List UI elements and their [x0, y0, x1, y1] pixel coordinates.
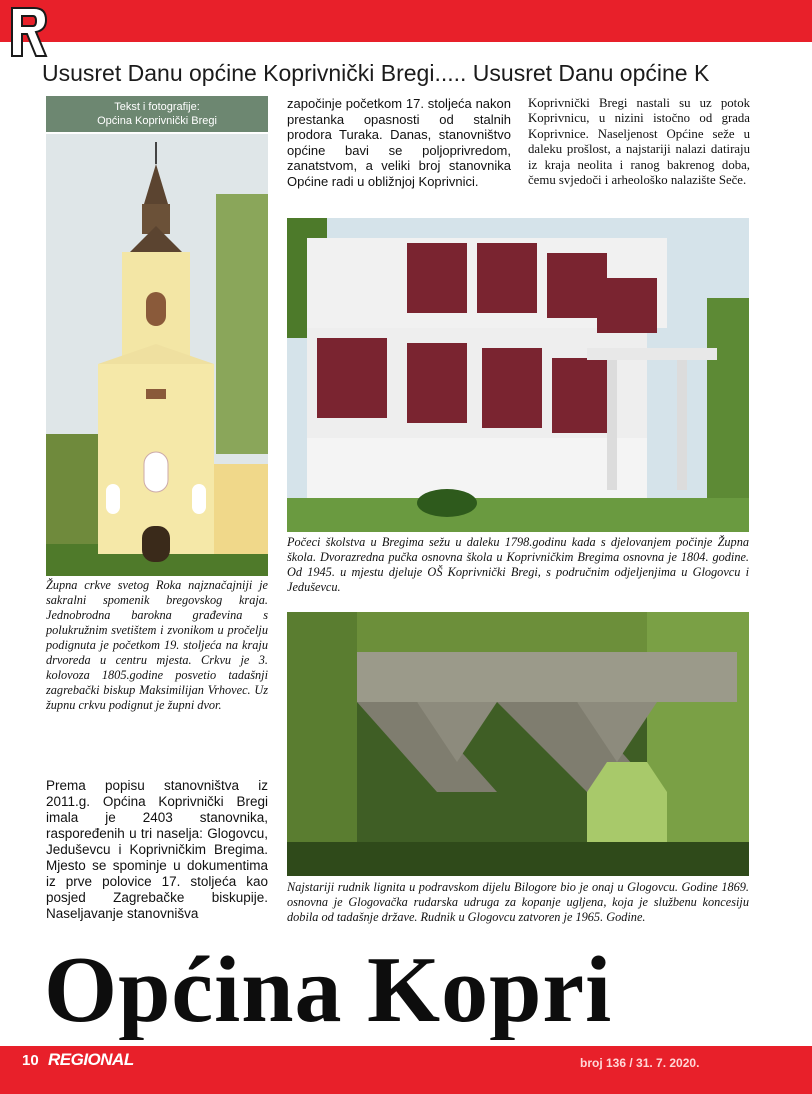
- brand-logo-text: REGIONAL: [48, 1050, 134, 1069]
- big-title: Općina Kopri: [44, 940, 613, 1040]
- credit-line-2: Općina Koprivnički Bregi: [97, 115, 217, 127]
- church-photo: [46, 134, 268, 576]
- page-number: 10: [22, 1052, 39, 1069]
- school-photo: [287, 218, 749, 532]
- photo-credit-box: [46, 96, 268, 132]
- top-red-bar: [0, 0, 812, 42]
- school-caption: Počeci školstva u Bregima sežu u daleku 1798.godinu kada s djelovanjem počinje Župna škola. Dvorazredna pučka osnovna škola u Koprivničkim Bregima osnovna je 1804. godine. Od 1945. u mjestu djeluje OŠ Koprivnički Bregi, s područnim odjeljenjima u Glogovcu i Jeduševcu.: [287, 535, 749, 594]
- regional-r-logo-icon: [8, 4, 48, 60]
- church-caption: Župna crkve svetog Roka najznačajniji je sakralni spomenik bregovskog kraja. Jednobrodna barokna građevina s polukružnim svetištem i zvonikom u pročelju podignuta je početkom 19. stoljeća na kraju drvoreda u centru mjesta. Crkvu je 3. kolovoza 1805.godine posvetio tadašnji zagrebački biskup Maksimilijan Vrhovec. Uz župnu crkvu podignut je župni dvor.: [46, 578, 268, 712]
- issue-info: broj 136 / 31. 7. 2020.: [580, 1056, 700, 1070]
- section-headline: Ususret Danu općine Koprivnički Bregi..... Ususret Danu općine K: [42, 60, 710, 86]
- mine-bridge-photo: [287, 612, 749, 876]
- right-column-text: Koprivnički Bregi nastali su uz potok Koprivnicu, u nizini istočno od grada Koprivnice. Naseljenost Općine seže u daleku prošlost, a najstariji nalazi datiraju iz kraja neolita i ranog bakrenog doba, čemu svjedoči i arheološko nalazište Seče.: [528, 96, 750, 188]
- middle-column-text: započinje početkom 17. stoljeća nakon prestanka opasnosti od stalnih prodora Turaka. Danas, stanovništvo općine bavi se poljoprivredom, zanatstvom, a veliki broj stanovnika Općine radi u obližnjoj Koprivnici.: [287, 96, 511, 189]
- bridge-caption: Najstariji rudnik lignita u podravskom dijelu Bilogore bio je onaj u Glogovcu. Godine 1869. osnovna je Glogovačka rudarska udruga za kopanje ugljena, koja je službenu koncesiju dobila od tadašnje države. Rudnik u Glogovcu zatvoren je 1965. Godine.: [287, 880, 749, 924]
- population-text: Prema popisu stanovništva iz 2011.g. Općina Koprivnički Bregi imala je 2403 stanovnika, raspoređenih u tri naselja: Glogovcu, Jeduševcu i Koprivničkim Bregima. Mjesto se spominje u dokumentima iz prve polovice 17. stoljeća kao posjed Zagrebačke biskupije. Naseljavanje stanovnišva: [46, 778, 268, 921]
- credit-line-1: Tekst i fotografije:: [114, 101, 200, 113]
